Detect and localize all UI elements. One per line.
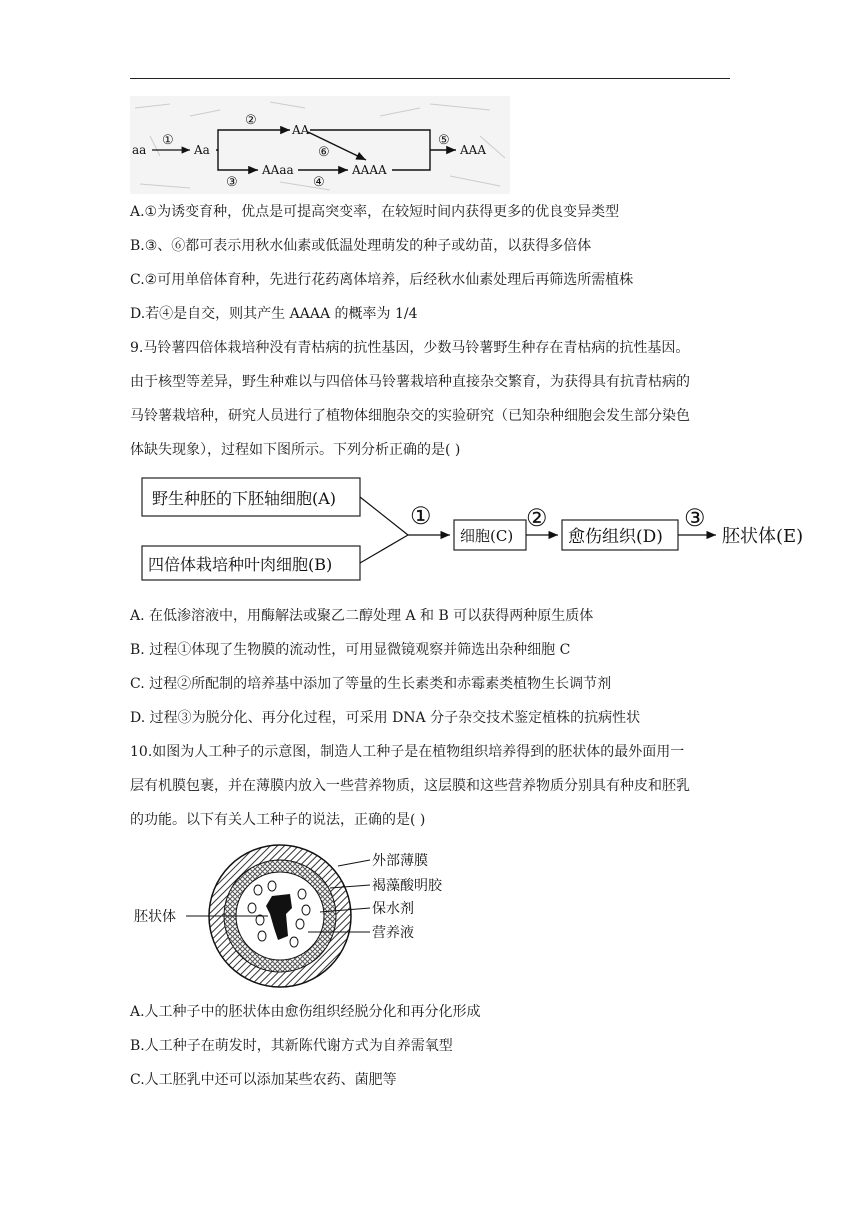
q8-option-a: A.①为诱变育种，优点是可提高突变率，在较短时间内获得更多的优良变异类型 bbox=[130, 204, 620, 220]
q9-stem-line-1: 9.马铃薯四倍体栽培种没有青枯病的抗性基因，少数马铃薯野生种存在青枯病的抗性基因。 bbox=[130, 340, 690, 356]
svg-text:AAaa: AAaa bbox=[262, 163, 294, 177]
svg-text:②: ② bbox=[526, 504, 548, 532]
svg-text:细胞(C): 细胞(C) bbox=[460, 527, 514, 545]
svg-text:愈伤组织(D): 愈伤组织(D) bbox=[568, 527, 663, 547]
q10-option-c: C.人工胚乳中还可以添加某些农药、菌肥等 bbox=[130, 1072, 397, 1088]
q10-stem-line-2: 层有机膜包裹，并在薄膜内放入一些营养物质，这层膜和这些营养物质分别具有种皮和胚乳 bbox=[130, 778, 690, 794]
q9-option-a: A. 在低渗溶液中，用酶解法或聚乙二醇处理 A 和 B 可以获得两种原生质体 bbox=[130, 608, 594, 624]
svg-text:②: ② bbox=[245, 113, 257, 128]
svg-text:胚状体(E): 胚状体(E) bbox=[722, 526, 804, 547]
svg-text:①: ① bbox=[162, 133, 174, 148]
svg-text:③: ③ bbox=[226, 175, 238, 190]
q8-option-c: C.②可用单倍体育种，先进行花药离体培养，后经秋水仙素处理后再筛选所需植株 bbox=[130, 272, 634, 288]
svg-text:野生种胚的下胚轴细胞(A): 野生种胚的下胚轴细胞(A) bbox=[152, 489, 337, 508]
svg-text:AA: AA bbox=[292, 123, 310, 137]
svg-text:外部薄膜: 外部薄膜 bbox=[372, 853, 428, 869]
q9-stem-line-4: 体缺失现象），过程如下图所示。下列分析正确的是( ) bbox=[130, 442, 461, 458]
svg-text:aa: aa bbox=[132, 143, 147, 157]
q10-stem-line-3: 的功能。以下有关人工种子的说法，正确的是( ) bbox=[130, 812, 426, 828]
svg-text:四倍体栽培种叶肉细胞(B): 四倍体栽培种叶肉细胞(B) bbox=[148, 555, 333, 574]
svg-text:保水剂: 保水剂 bbox=[372, 901, 414, 917]
q10-option-a: A.人工种子中的胚状体由愈伤组织经脱分化和再分化形成 bbox=[130, 1004, 481, 1020]
q9-stem-line-3: 马铃薯栽培种，研究人员进行了植物体细胞杂交的实验研究（已知杂种细胞会发生部分染色 bbox=[130, 408, 690, 424]
breeding-scheme-figure bbox=[130, 96, 510, 194]
svg-text:①: ① bbox=[410, 502, 432, 530]
svg-text:⑥: ⑥ bbox=[318, 145, 330, 160]
svg-text:AAAA: AAAA bbox=[352, 163, 387, 177]
header-rule bbox=[130, 78, 730, 79]
svg-text:胚状体: 胚状体 bbox=[134, 909, 176, 925]
q10-stem-line-1: 10.如图为人工种子的示意图，制造人工种子是在植物组织培养得到的胚状体的最外面用一 bbox=[130, 744, 685, 760]
q8-option-d: D.若④是自交，则其产生 AAAA 的概率为 1/4 bbox=[130, 306, 418, 322]
svg-text:④: ④ bbox=[313, 175, 325, 190]
q9-option-b: B. 过程①体现了生物膜的流动性，可用显微镜观察并筛选出杂种细胞 C bbox=[130, 642, 571, 658]
cell-hybridization-flowchart bbox=[140, 474, 820, 588]
svg-text:褐藻酸明胶: 褐藻酸明胶 bbox=[372, 878, 442, 894]
svg-text:AAA: AAA bbox=[460, 143, 486, 157]
svg-text:③: ③ bbox=[684, 504, 706, 532]
q9-option-c: C. 过程②所配制的培养基中添加了等量的生长素类和赤霉素类植物生长调节剂 bbox=[130, 676, 612, 692]
q8-option-b: B.③、⑥都可表示用秋水仙素或低温处理萌发的种子或幼苗，以获得多倍体 bbox=[130, 238, 592, 254]
q9-option-d: D. 过程③为脱分化、再分化过程，可采用 DNA 分子杂交技术鉴定植株的抗病性状 bbox=[130, 710, 641, 726]
svg-text:营养液: 营养液 bbox=[372, 925, 414, 941]
artificial-seed-diagram bbox=[130, 844, 475, 992]
svg-text:Aa: Aa bbox=[194, 143, 210, 157]
q10-option-b: B.人工种子在萌发时，其新陈代谢方式为自养需氧型 bbox=[130, 1038, 453, 1054]
q9-stem-line-2: 由于核型等差异，野生种难以与四倍体马铃薯栽培种直接杂交繁育，为获得具有抗青枯病的 bbox=[130, 374, 690, 390]
svg-text:⑤: ⑤ bbox=[438, 133, 450, 148]
